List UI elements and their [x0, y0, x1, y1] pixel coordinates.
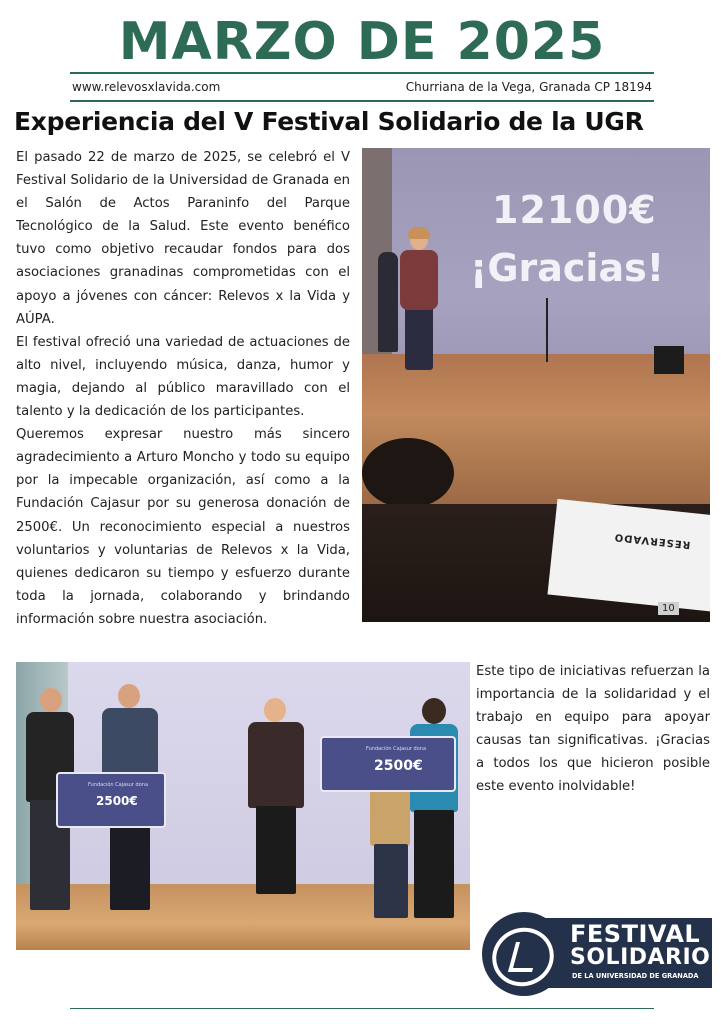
header-divider-top — [70, 72, 654, 74]
website-link[interactable]: www.relevosxlavida.com — [72, 80, 221, 94]
person-bystander — [378, 252, 398, 352]
mic-stand — [546, 298, 548, 362]
cheques-photo — [16, 662, 470, 950]
cheque-left-amount: 2500€ — [96, 794, 138, 808]
cheque-left: Fundación Cajasur dona 2500€ — [56, 772, 166, 828]
cheque-right: Fundación Cajasur dona 2500€ — [320, 736, 456, 792]
festival-logo — [482, 908, 712, 992]
reserved-card-text: RESERVADO — [613, 530, 691, 550]
paragraph-3: Queremos expresar nuestro más sincero agradecimiento a Arturo Moncho y todo su equipo por la impecable organización, así como a la Fundación Cajasur por su generosa donación de 2500€. Un reconocimiento especial a nuestros voluntarios y voluntarias de Relevos x la Vida, quienes dedicaron su tiempo y esfuerzo durante toda la jornada, colaborando y brindando información sobre nuestra asociación. — [16, 427, 350, 627]
closing-text: Este tipo de iniciativas refuerzan la importancia de la solidaridad y el trabajo en equipo para apoyar causas tan significativas. ¡Gracias a todos los que hicieron posible este evento inolvidable! — [476, 664, 710, 795]
logo-line-2: SOLIDARIO — [570, 945, 711, 970]
stage-photo — [362, 148, 710, 622]
person-3 — [246, 698, 306, 918]
reserved-card — [547, 499, 710, 613]
logo-emblem-icon — [482, 912, 566, 996]
screen-thanks: ¡Gracias! — [470, 246, 665, 290]
logo-line-1: FESTIVAL — [570, 920, 701, 948]
paragraph-1: El pasado 22 de marzo de 2025, se celebró el V Festival Solidario de la Universidad de Granada en el Salón de Actos Paraninfo del Parque Tecnológico de la Salud. Este evento benéfico tuvo como objetivo recaudar fondos para dos asociaciones granadinas comprometidas con el apoyo a jóvenes con cáncer: Relevos x la Vida y AÚPA. — [16, 150, 350, 327]
location-text: Churriana de la Vega, Granada CP 18194 — [405, 80, 652, 94]
footer-divider — [70, 1008, 654, 1009]
amplifier — [654, 346, 684, 374]
page-title: MARZO DE 2025 — [118, 12, 606, 72]
person-speaker — [396, 230, 440, 380]
seat-number: 10 — [658, 602, 679, 615]
screen-amount: 12100€ — [492, 188, 657, 232]
audience-head — [362, 438, 454, 508]
article-headline: Experiencia del V Festival Solidario de la UGR — [14, 107, 644, 136]
header-divider-bottom — [70, 100, 654, 102]
logo-line-3: DE LA UNIVERSIDAD DE GRANADA — [572, 972, 699, 980]
article-body — [16, 146, 350, 631]
paragraph-2: El festival ofreció una variedad de actuaciones de alto nivel, incluyendo música, danza, humor y magia, dejando al público maravillado con el talento y la dedicación de los participantes. — [16, 334, 350, 420]
person-5 — [406, 698, 462, 928]
cheque-right-amount: 2500€ — [374, 758, 423, 774]
